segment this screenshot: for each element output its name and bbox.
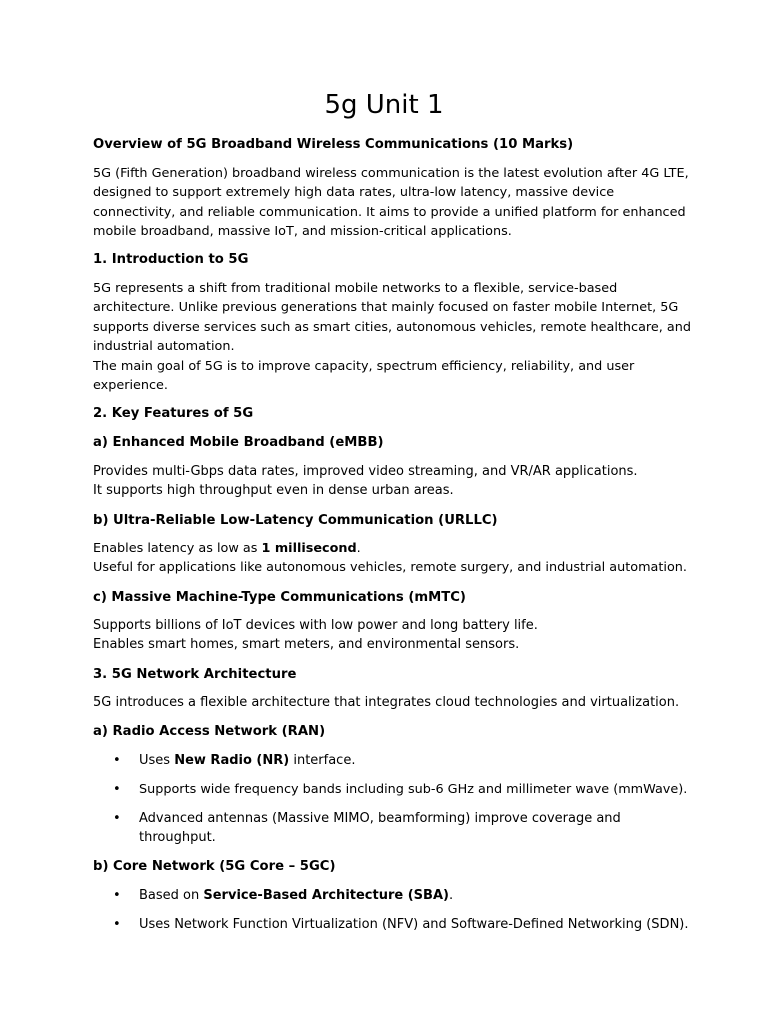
text-line: connectivity, and reliable communication. It aims to provide a unified platform for enhanced: [93, 204, 686, 220]
section-2a-heading: a) Enhanced Mobile Broadband (eMBB): [93, 435, 384, 450]
list-item: [139, 886, 453, 905]
section-2b-heading: b) Ultra-Reliable Low-Latency Communication (URLLC): [93, 513, 498, 528]
list-item: [139, 751, 355, 770]
text-line: Provides multi-Gbps data rates, improved video streaming, and VR/AR applications.: [93, 464, 638, 479]
text-segment: Uses: [139, 753, 175, 768]
bullet-icon: •: [113, 917, 121, 932]
list-item: [139, 809, 621, 848]
section-2b-paragraph: [93, 539, 687, 578]
bullet-icon: •: [113, 753, 121, 768]
text-line: 5G (Fifth Generation) broadband wireless communication is the latest evolution after 4G LTE,: [93, 166, 689, 181]
section-2a-paragraph: [93, 462, 638, 501]
section-3a-heading: a) Radio Access Network (RAN): [93, 724, 326, 739]
text-line: industrial automation.: [93, 339, 235, 355]
emphasis-text: New Radio (NR): [174, 753, 290, 768]
emphasis-text: Service-Based Architecture (SBA): [203, 888, 449, 903]
section-3-heading: 3. 5G Network Architecture: [93, 667, 297, 682]
text-segment: interface.: [289, 753, 356, 768]
section-2c-paragraph: [93, 616, 538, 655]
text-line: 5G represents a shift from traditional mobile networks to a flexible, service-based: [93, 281, 618, 296]
text-line: mobile broadband, massive IoT, and mission-critical applications.: [93, 224, 512, 240]
text-segment: Based on: [139, 888, 204, 903]
section-3b-heading: b) Core Network (5G Core – 5GC): [93, 859, 336, 874]
bullet-icon: •: [113, 888, 121, 903]
section-1-paragraph: [93, 279, 691, 395]
list-item: Uses Network Function Virtualization (NFV) and Software-Defined Networking (SDN).: [139, 917, 689, 932]
text-line: designed to support extremely high data rates, ultra-low latency, massive device: [93, 185, 615, 201]
section-2c-heading: c) Massive Machine-Type Communications (mMTC): [93, 590, 466, 605]
text-line: Advanced antennas (Massive MIMO, beamforming) improve coverage and: [139, 811, 621, 826]
document-title: 5g Unit 1: [324, 90, 444, 120]
text-line: Enables smart homes, smart meters, and environmental sensors.: [93, 637, 520, 653]
emphasis-text: 1 millisecond: [261, 541, 357, 556]
text-line: [93, 539, 687, 558]
text-line: Supports billions of IoT devices with low power and long battery life.: [93, 618, 538, 633]
section-3-intro: 5G introduces a flexible architecture that integrates cloud technologies and virtualization.: [93, 695, 680, 710]
text-line: throughput.: [139, 830, 216, 846]
text-line: architecture. Unlike previous generations that mainly focused on faster mobile Internet, 5G: [93, 300, 679, 316]
intro-paragraph: [93, 164, 689, 242]
text-segment: .: [356, 541, 361, 556]
text-line: Useful for applications like autonomous vehicles, remote surgery, and industrial automation.: [93, 560, 687, 576]
bullet-icon: •: [113, 782, 121, 797]
text-line: The main goal of 5G is to improve capacity, spectrum efficiency, reliability, and user: [93, 358, 635, 374]
overview-heading: Overview of 5G Broadband Wireless Communications (10 Marks): [93, 137, 574, 152]
bullet-icon: •: [113, 811, 121, 826]
text-line: supports diverse services such as smart cities, autonomous vehicles, remote healthcare, and: [93, 319, 691, 335]
section-1-heading: 1. Introduction to 5G: [93, 252, 249, 267]
section-2-heading: 2. Key Features of 5G: [93, 406, 254, 421]
text-line: experience.: [93, 378, 168, 394]
list-item: Supports wide frequency bands including sub-6 GHz and millimeter wave (mmWave).: [139, 782, 688, 797]
text-segment: .: [448, 888, 454, 903]
text-line: It supports high throughput even in dense urban areas.: [93, 483, 454, 499]
text-segment: Enables latency as low as: [93, 541, 262, 556]
